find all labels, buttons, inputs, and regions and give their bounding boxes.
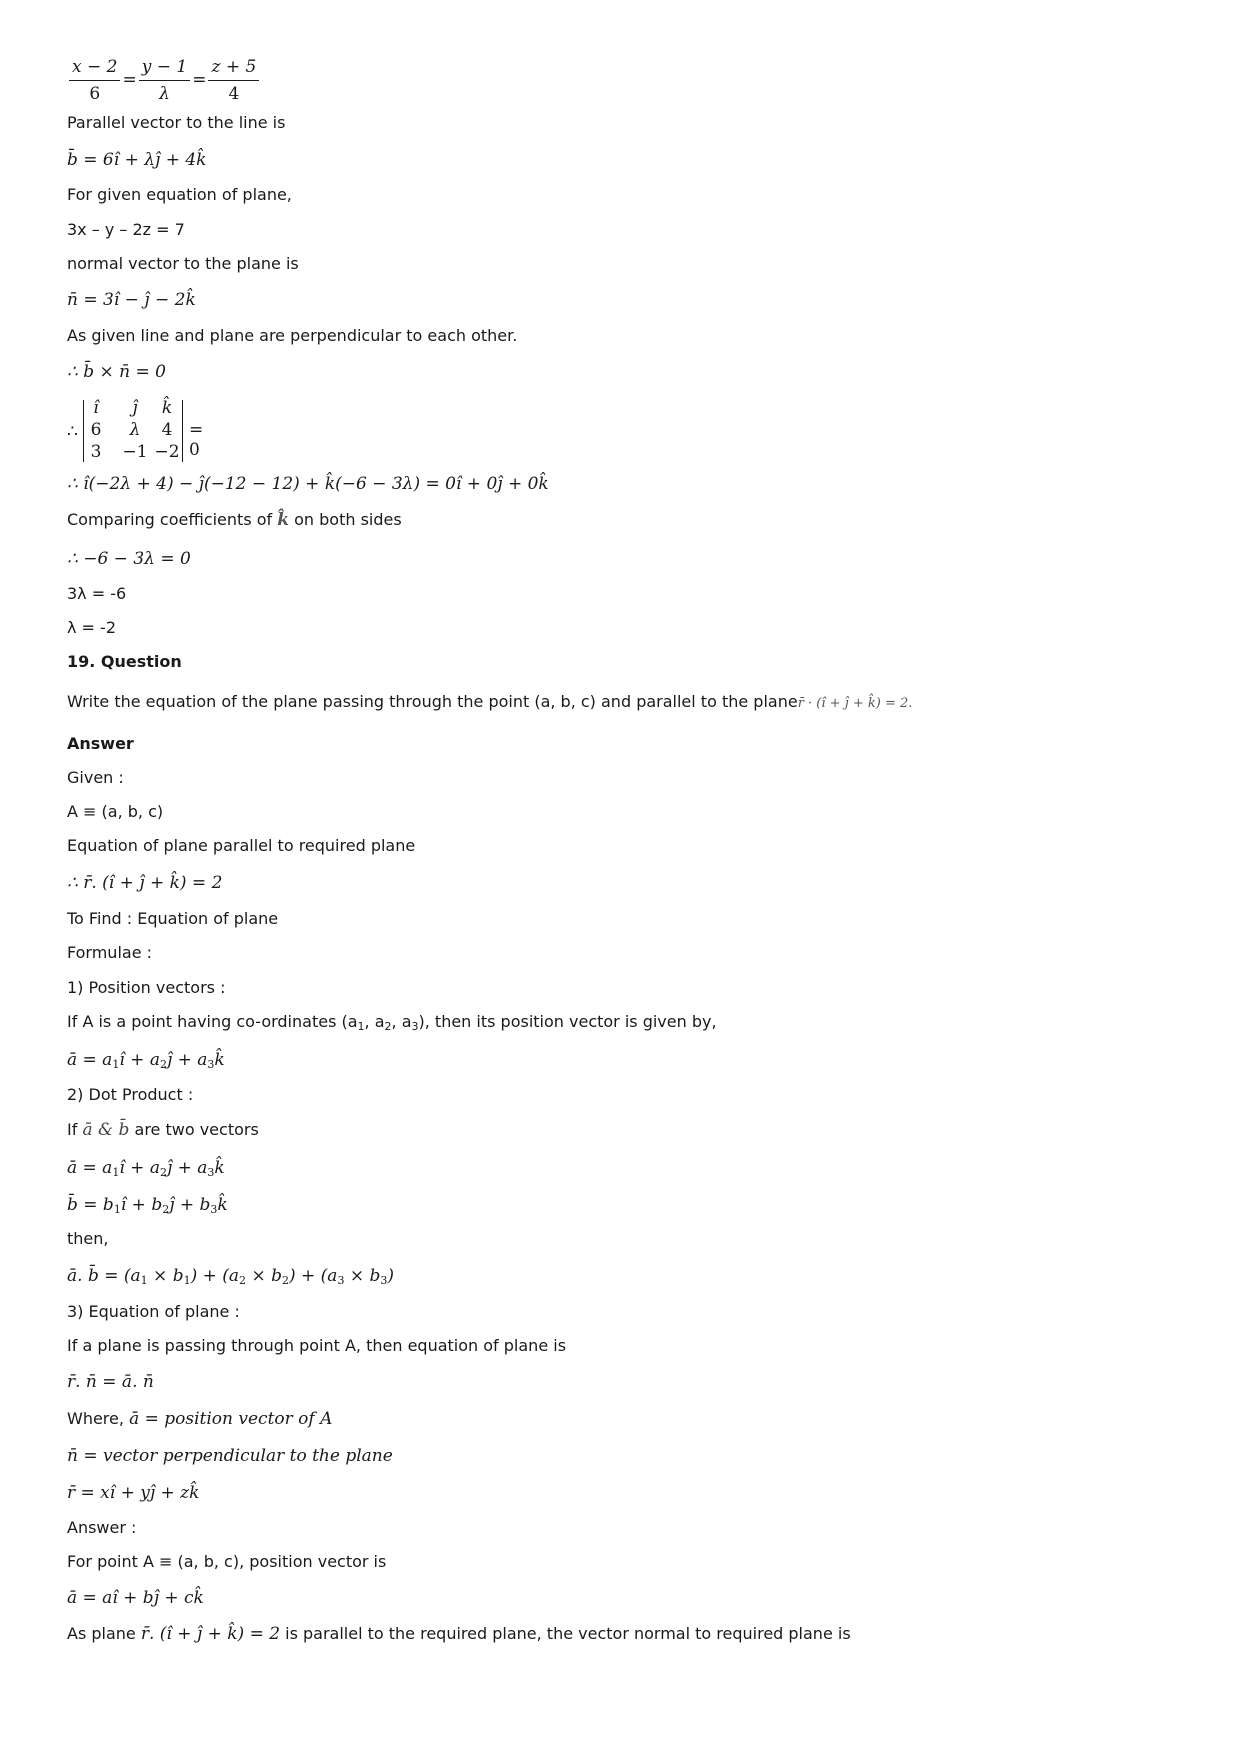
text-segment: ), then its position vector is given by, xyxy=(418,1012,717,1031)
text-segment: As plane xyxy=(67,1624,136,1643)
subscript: 1 xyxy=(113,1203,121,1216)
math-part: ā = a xyxy=(67,1050,113,1070)
text-to-find: To Find : Equation of plane xyxy=(67,909,279,928)
fraction-x xyxy=(69,56,120,105)
text-point-a: A ≡ (a, b, c) xyxy=(67,802,164,821)
text-given-plane: For given equation of plane, xyxy=(67,185,292,204)
math-r-def: r̄ = xî + yĵ + zk̂ xyxy=(67,1483,200,1503)
text-answer-colon: Answer : xyxy=(67,1518,137,1537)
subscript: 3 xyxy=(207,1058,215,1071)
text-lambda-value: λ = -2 xyxy=(67,618,116,637)
text-segment: If xyxy=(67,1120,78,1139)
math-inline: ā & b̄ xyxy=(82,1120,130,1140)
text-formulae: Formulae : xyxy=(67,943,153,962)
text-segment: , a xyxy=(391,1012,412,1031)
answer-heading: Answer xyxy=(67,734,134,753)
math-inline: r̄. (î + ĵ + k̂) = 2 xyxy=(140,1624,281,1644)
subscript: 3 xyxy=(337,1274,345,1287)
fraction-numerator: y − 1 xyxy=(139,56,190,81)
math-part: ā = a xyxy=(67,1158,113,1178)
math-b-vector-2 xyxy=(67,1195,228,1220)
fraction-numerator: z + 5 xyxy=(208,56,259,81)
k-hat-symbol: k̂ xyxy=(277,510,290,530)
subscript: 2 xyxy=(162,1203,170,1216)
math-part: ĵ + a xyxy=(166,1158,208,1178)
text-normal-vector: normal vector to the plane is xyxy=(67,254,299,273)
math-part: ĵ + a xyxy=(166,1050,208,1070)
math-n-vector: n̄ = 3î − ĵ − 2k̂ xyxy=(67,290,196,310)
fraction-denominator: 4 xyxy=(228,84,240,104)
determinant-cell: −2 xyxy=(154,442,180,462)
math-part: b̄ = b xyxy=(67,1195,114,1215)
math-part: î + a xyxy=(119,1050,160,1070)
text-given: Given : xyxy=(67,768,124,787)
math-inline: ā = position vector of A xyxy=(129,1409,333,1429)
math-cross-zero: ∴ b̄ × n̄ = 0 xyxy=(67,362,166,382)
question-formula: r̄ · (î + ĵ + k̂) = 2. xyxy=(797,696,913,711)
text-segment: is parallel to the required plane, the vector normal to required plane is xyxy=(285,1624,851,1643)
determinant-cell: 3 xyxy=(90,442,102,462)
math-b-vector: b̄ = 6î + λĵ + 4k̂ xyxy=(67,150,207,170)
math-rn-an: r̄. n̄ = ā. n̄ xyxy=(67,1372,154,1392)
math-part: î + b xyxy=(120,1195,163,1215)
text-segment: are two vectors xyxy=(134,1120,259,1139)
determinant-cell: ĵ xyxy=(132,398,138,418)
determinant-cell: 6 xyxy=(90,420,102,440)
text-three-lambda: 3λ = -6 xyxy=(67,584,127,603)
subscript: 1 xyxy=(183,1274,191,1287)
question-text: Write the equation of the plane passing through the point (a, b, c) and parallel to the plane xyxy=(67,692,798,711)
math-part: × b xyxy=(344,1266,381,1286)
therefore-symbol: ∴ xyxy=(67,422,78,442)
math-part: × b xyxy=(246,1266,282,1286)
determinant-equals: = 0 xyxy=(189,420,204,460)
comparing-text: Comparing coefficients of xyxy=(67,510,273,529)
equals-sign: = xyxy=(122,70,137,90)
subscript: 3 xyxy=(210,1203,218,1216)
math-a-vector-2 xyxy=(67,1158,225,1183)
subscript: 2 xyxy=(159,1058,167,1071)
text-comparing-coefficients xyxy=(67,510,402,530)
determinant-cell: 4 xyxy=(161,420,173,440)
text-segment: Where, xyxy=(67,1409,124,1428)
determinant-cell: λ xyxy=(129,420,141,440)
equals-sign: = xyxy=(192,70,207,90)
subscript: 2 xyxy=(239,1274,247,1287)
math-part: ā. b̄ = (a xyxy=(67,1266,141,1286)
text-eq-parallel: Equation of plane parallel to required plane xyxy=(67,836,416,855)
math-part: × b xyxy=(147,1266,184,1286)
text-where xyxy=(67,1409,332,1429)
fraction-y xyxy=(139,56,190,105)
math-part: ) xyxy=(387,1266,395,1286)
math-part: î + a xyxy=(119,1158,160,1178)
fraction-numerator: x − 2 xyxy=(69,56,120,81)
subscript: 1 xyxy=(140,1274,148,1287)
math-r-dot: ∴ r̄. (î + ĵ + k̂) = 2 xyxy=(67,873,223,893)
text-as-plane xyxy=(67,1624,851,1644)
subscript: 1 xyxy=(112,1058,120,1071)
fraction-z xyxy=(208,56,259,105)
text-parallel-vector: Parallel vector to the line is xyxy=(67,113,286,132)
math-a-vector xyxy=(67,1050,225,1075)
determinant-cell: î xyxy=(93,398,99,418)
text-plane-equation: 3x – y – 2z = 7 xyxy=(67,220,185,239)
text-then: then, xyxy=(67,1229,109,1248)
subscript: 2 xyxy=(281,1274,289,1287)
math-part: k̂ xyxy=(214,1158,225,1178)
text-passing: If a plane is passing through point A, then equation of plane is xyxy=(67,1336,567,1355)
subscript: 3 xyxy=(411,1020,419,1033)
text-position-definition xyxy=(67,1012,717,1037)
text-dot-product: 2) Dot Product : xyxy=(67,1085,194,1104)
math-part: k̂ xyxy=(217,1195,228,1215)
text-for-point: For point A ≡ (a, b, c), position vector is xyxy=(67,1552,387,1571)
math-a-abc: ā = aî + bĵ + ck̂ xyxy=(67,1588,204,1608)
comparing-text-end: on both sides xyxy=(294,510,402,529)
math-part: k̂ xyxy=(214,1050,225,1070)
text-if-two-vectors xyxy=(67,1120,259,1140)
fraction-denominator: 6 xyxy=(89,84,101,104)
text-segment: If A is a point having co-ordinates (a xyxy=(67,1012,358,1031)
determinant-right-bar xyxy=(182,400,183,462)
math-eq-k: ∴ −6 − 3λ = 0 xyxy=(67,549,191,569)
subscript: 3 xyxy=(380,1274,388,1287)
text-segment: , a xyxy=(364,1012,385,1031)
math-part: ĵ + b xyxy=(169,1195,211,1215)
fraction-denominator: λ xyxy=(159,84,170,104)
text-eq-plane-label: 3) Equation of plane : xyxy=(67,1302,240,1321)
math-dot-product xyxy=(67,1266,394,1291)
subscript: 1 xyxy=(357,1020,365,1033)
math-expansion: ∴ î(−2λ + 4) − ĵ(−12 − 12) + k̂(−6 − 3λ) = 0î + 0ĵ + 0k̂ xyxy=(67,474,549,494)
math-n-def: n̄ = vector perpendicular to the plane xyxy=(67,1446,393,1466)
text-perpendicular: As given line and plane are perpendicular to each other. xyxy=(67,326,518,345)
subscript: 3 xyxy=(207,1166,215,1179)
subscript: 2 xyxy=(159,1166,167,1179)
subscript: 1 xyxy=(112,1166,120,1179)
determinant-cell: −1 xyxy=(122,442,148,462)
question-19-text xyxy=(67,692,912,714)
math-part: ) + (a xyxy=(190,1266,240,1286)
math-part: ) + (a xyxy=(288,1266,338,1286)
question-19-heading: 19. Question xyxy=(67,652,182,671)
line-equation-fractions xyxy=(67,56,261,105)
subscript: 2 xyxy=(384,1020,392,1033)
determinant-cell: k̂ xyxy=(161,398,173,418)
text-position-vectors: 1) Position vectors : xyxy=(67,978,226,997)
